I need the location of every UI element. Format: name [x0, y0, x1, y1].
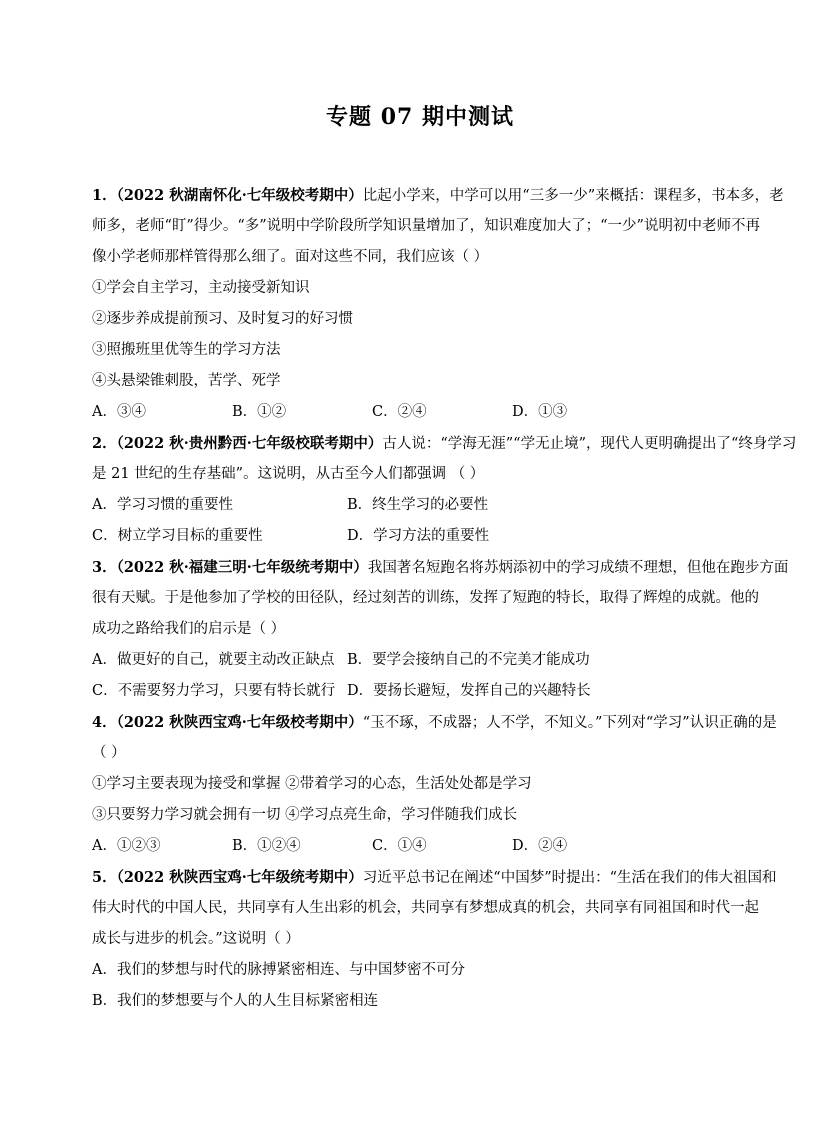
question-text: （ ） — [92, 745, 126, 761]
option-b[interactable]: B．①② — [232, 404, 287, 420]
option-b[interactable]: B．①②④ — [232, 838, 301, 854]
question-list — [92, 180, 797, 1017]
option-a[interactable]: A．做更好的自己，就要主动改正缺点 — [92, 652, 335, 668]
question-source: （2022 秋陕西宝鸡·七年级校考期中） — [116, 714, 363, 731]
question-text: 师多，老师“盯”得少。“多”说明中学阶段所学知识量增加了，知识难度加大了；“一少”说明初中老师不再 — [92, 218, 760, 234]
question-text: 成功之路给我们的启示是（ ） — [92, 621, 286, 637]
answer-options — [92, 831, 726, 862]
statement: ②逐步养成提前预习、及时复习的好习惯 — [92, 311, 353, 327]
question-text: 像小学老师那样管得那么细了。面对这些不同，我们应该（ ） — [92, 249, 489, 265]
question-number: 5． — [92, 869, 117, 886]
option-a[interactable]: A．学习习惯的重要性 — [92, 497, 233, 513]
option-c[interactable]: C．不需要努力学习，只要有特长就行 — [92, 683, 336, 699]
question-text: “玉不琢，不成器；人不学，不知义。”下列对“学习”认识正确的是 — [362, 715, 777, 731]
question-number: 4． — [92, 714, 117, 731]
option-a[interactable]: A．①②③ — [92, 838, 161, 854]
answer-options — [92, 521, 726, 552]
statement: ③照搬班里优等生的学习方法 — [92, 342, 281, 358]
question-text: 是 21 世纪的生存基础”。这说明，从古至今人们都强调 （ ） — [92, 466, 485, 482]
question-source: （2022 秋陕西宝鸡·七年级统考期中） — [116, 869, 363, 886]
question-text: 伟大时代的中国人民，共同享有人生出彩的机会，共同享有梦想成真的机会，共同享有同祖国和时代一起 — [92, 900, 759, 916]
option-b[interactable]: B．终生学习的必要性 — [347, 497, 489, 513]
option-c[interactable]: C．②④ — [372, 404, 427, 420]
answer-options — [92, 955, 726, 986]
option-d[interactable]: D．②④ — [512, 838, 568, 854]
option-a[interactable]: A．③④ — [92, 404, 146, 420]
question-number: 3． — [92, 559, 117, 576]
answer-options — [92, 490, 726, 521]
answer-options — [92, 645, 726, 676]
question-source: （2022 秋·贵州黔西·七年级校联考期中） — [116, 435, 383, 452]
option-c[interactable]: C．①④ — [372, 838, 427, 854]
option-b[interactable]: B．我们的梦想要与个人的人生目标紧密相连 — [92, 993, 379, 1009]
answer-options — [92, 397, 726, 428]
question-number: 1． — [92, 187, 117, 204]
question-text: 习近平总书记在阐述“中国梦”时提出：“生活在我们的伟大祖国和 — [362, 870, 777, 886]
page-title: 专题 07 期中测试 — [326, 104, 514, 130]
question-source: （2022 秋湖南怀化·七年级校考期中） — [116, 187, 363, 204]
option-d[interactable]: D．要扬长避短，发挥自己的兴趣特长 — [347, 683, 591, 699]
question-3 — [92, 552, 789, 707]
option-d[interactable]: D．①③ — [512, 404, 568, 420]
question-source: （2022 秋·福建三明·七年级统考期中） — [116, 559, 368, 576]
option-a[interactable]: A．我们的梦想与时代的脉搏紧密相连、与中国梦密不可分 — [92, 962, 465, 978]
question-text: 比起小学来，中学可以用“三多一少”来概括：课程多，书本多，老 — [362, 188, 784, 204]
statement: ①学习主要表现为接受和掌握 ②带着学习的心态，生活处处都是学习 — [92, 776, 532, 792]
question-4 — [92, 707, 777, 862]
question-5 — [92, 862, 777, 1017]
question-2 — [92, 428, 797, 552]
question-1 — [92, 180, 784, 428]
option-d[interactable]: D．学习方法的重要性 — [347, 528, 490, 544]
question-text: 很有天赋。于是他参加了学校的田径队，经过刻苦的训练，发挥了短跑的特长，取得了辉煌的成就。他的 — [92, 590, 759, 606]
option-b[interactable]: B．要学会接纳自己的不完美才能成功 — [347, 652, 590, 668]
question-number: 2． — [92, 435, 117, 452]
question-text: 我国著名短跑名将苏炳添初中的学习成绩不理想，但他在跑步方面 — [367, 560, 789, 576]
statement: ③只要努力学习就会拥有一切 ④学习点亮生命，学习伴随我们成长 — [92, 807, 518, 823]
option-c[interactable]: C．树立学习目标的重要性 — [92, 528, 263, 544]
question-text: 成长与进步的机会。”这说明（ ） — [92, 931, 300, 947]
statement: ④头悬梁锥刺股，苦学、死学 — [92, 373, 281, 389]
question-text: 古人说：“学海无涯”“学无止境”，现代人更明确提出了“终身学习 — [382, 436, 797, 452]
answer-options — [92, 986, 726, 1017]
answer-options — [92, 676, 726, 707]
statement: ①学会自主学习，主动接受新知识 — [92, 280, 310, 296]
